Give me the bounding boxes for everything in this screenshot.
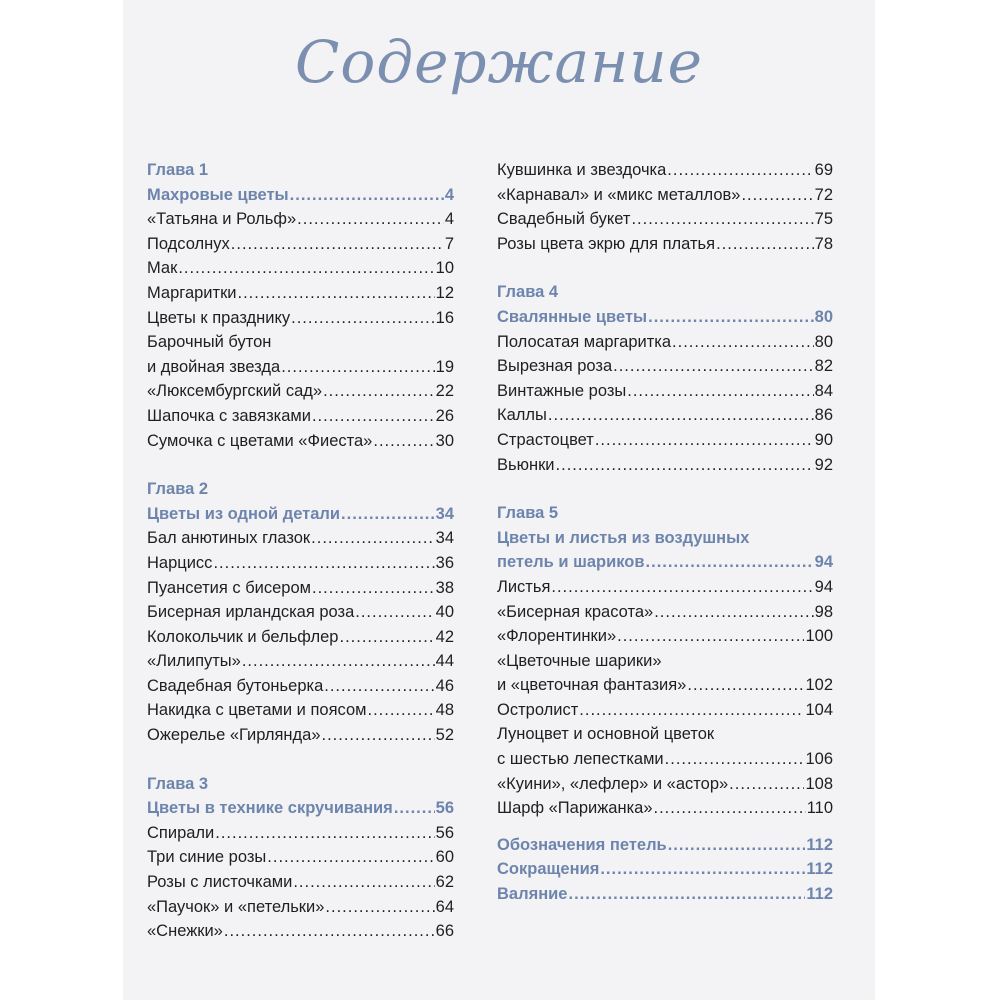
toc-entry[interactable]: [147, 821, 454, 846]
entry-page: 72: [814, 185, 833, 204]
entry-title: Страстоцвет: [497, 430, 594, 449]
dot-leader: [716, 232, 814, 257]
entry-title: Остролист: [497, 700, 579, 719]
spacer: [147, 748, 454, 772]
toc-entry[interactable]: [497, 354, 833, 379]
entry-title: Спирали: [147, 823, 215, 842]
toc-entry[interactable]: [147, 429, 454, 454]
dot-leader: [213, 551, 434, 576]
entry-page: 26: [435, 406, 454, 425]
dot-leader: [339, 625, 434, 650]
toc-entry[interactable]: [147, 845, 454, 870]
dot-leader: [341, 502, 435, 527]
toc-entry[interactable]: [147, 600, 454, 625]
entry-page: 69: [814, 161, 833, 179]
entry-title: Полосатая маргаритка: [497, 332, 672, 351]
entry-page: 10: [435, 259, 454, 278]
dot-leader: [667, 158, 813, 183]
chapter-heading[interactable]: [147, 796, 454, 821]
entry-title: и двойная звезда: [147, 357, 281, 376]
entry-title: Розы с листочками: [147, 873, 293, 892]
entry-title: Листья: [497, 577, 551, 596]
entry-title: Свалянные цветы: [497, 307, 648, 326]
entry-title: Кувшинка и звездочка: [497, 161, 667, 179]
toc-entry[interactable]: [497, 796, 833, 821]
entry-page: 112: [806, 835, 833, 854]
dot-leader: [672, 330, 814, 355]
entry-page: 36: [435, 553, 454, 572]
spacer: [497, 821, 833, 833]
entry-title: Винтажные розы: [497, 381, 627, 400]
dot-leader: [579, 698, 804, 723]
dot-leader: [322, 723, 435, 748]
dot-leader: [215, 821, 434, 846]
dot-leader: [238, 281, 435, 306]
entry-page: 52: [435, 726, 454, 745]
entry-page: 12: [435, 283, 454, 302]
toc-entry[interactable]: [147, 870, 454, 895]
spacer: [497, 256, 833, 280]
entry-title: Сокращения: [497, 860, 600, 879]
entry-page: 108: [805, 774, 833, 793]
dot-leader: [291, 306, 435, 331]
toc-entry[interactable]: [147, 625, 454, 650]
entry-page: 92: [814, 455, 833, 474]
dot-leader: [741, 183, 813, 208]
toc-entry[interactable]: [147, 379, 454, 404]
dot-leader: [281, 355, 434, 380]
dot-leader: [178, 256, 434, 281]
entry-page: 30: [435, 431, 454, 450]
toc-entry-first-line: Барочный бутон: [147, 333, 272, 352]
toc-entry[interactable]: [497, 183, 833, 208]
toc-entry[interactable]: [497, 772, 833, 797]
dot-leader: [613, 354, 814, 379]
entry-title: Сумочка с цветами «Фиеста»: [147, 431, 373, 450]
toc-entry[interactable]: [497, 158, 833, 183]
entry-page: 94: [814, 553, 833, 572]
entry-title: «Лилипуты»: [147, 652, 241, 671]
entry-title: Подсолнух: [147, 234, 230, 253]
entry-title: Вырезная роза: [497, 357, 613, 376]
dot-leader: [617, 624, 804, 649]
dot-leader: [267, 845, 434, 870]
entry-page: 48: [435, 701, 454, 720]
dot-leader: [668, 833, 806, 858]
entry-title: Маргаритки: [147, 283, 237, 302]
dot-leader: [654, 796, 806, 821]
entry-title: «Татьяна и Рольф»: [147, 210, 297, 229]
entry-page: 86: [814, 406, 833, 425]
toc-entry[interactable]: [497, 575, 833, 600]
toc-entry[interactable]: [147, 256, 454, 281]
chapter-label: Глава 2: [147, 480, 209, 499]
entry-title: Свадебная бутоньерка: [147, 676, 324, 695]
entry-title: Обозначения петель: [497, 835, 667, 854]
toc-entry[interactable]: [147, 306, 454, 331]
entry-title: Три синие розы: [147, 848, 267, 867]
dot-leader: [729, 772, 804, 797]
entry-page: 40: [435, 603, 454, 622]
entry-page: 112: [806, 885, 833, 904]
toc-entry[interactable]: [497, 330, 833, 355]
entry-title: Валяние: [497, 885, 568, 904]
entry-title: Ожерелье «Гирлянда»: [147, 726, 321, 745]
entry-page: 102: [805, 676, 833, 695]
toc-entry[interactable]: [147, 698, 454, 723]
entry-page: 7: [444, 234, 454, 253]
entry-page: 100: [805, 627, 833, 646]
appendix-entry[interactable]: [497, 833, 833, 858]
entry-title: «Снежки»: [147, 922, 223, 941]
entry-page: 90: [814, 430, 833, 449]
entry-title: «Паучок» и «петельки»: [147, 897, 325, 916]
entry-page: 42: [435, 627, 454, 646]
entry-title: Шарф «Парижанка»: [497, 799, 653, 818]
entry-title: Вьюнки: [497, 455, 555, 474]
toc-entry[interactable]: [497, 698, 833, 723]
dot-leader: [290, 183, 444, 208]
dot-leader: [654, 600, 813, 625]
entry-page: 46: [435, 676, 454, 695]
dot-leader: [548, 403, 814, 428]
entry-page: 19: [435, 357, 454, 376]
toc-entry[interactable]: [147, 404, 454, 429]
toc-entry[interactable]: [497, 600, 833, 625]
dot-leader: [293, 870, 434, 895]
appendix-entry[interactable]: [497, 857, 833, 882]
toc-entry[interactable]: [497, 747, 833, 772]
toc-entry[interactable]: [147, 526, 454, 551]
entry-title: «Флорентинки»: [497, 627, 617, 646]
page-title: Содержание: [295, 28, 703, 96]
dot-leader: [355, 600, 434, 625]
toc-entry[interactable]: [147, 551, 454, 576]
dot-leader: [556, 453, 814, 478]
toc-entry[interactable]: [147, 919, 454, 944]
entry-page: 38: [435, 578, 454, 597]
dot-leader: [324, 674, 434, 699]
dot-leader: [646, 550, 814, 575]
toc-entry[interactable]: [497, 624, 833, 649]
dot-leader: [595, 428, 814, 453]
dot-leader: [569, 882, 806, 907]
entry-page: 56: [435, 823, 454, 842]
entry-page: 84: [814, 381, 833, 400]
entry-title: Розы цвета экрю для платья: [497, 234, 716, 253]
entry-page: 60: [435, 848, 454, 867]
chapter-label: Глава 3: [147, 774, 209, 793]
toc-entry[interactable]: [147, 281, 454, 306]
toc-left-column: [147, 158, 454, 944]
entry-page: 56: [435, 799, 454, 818]
dot-leader: [394, 796, 435, 821]
toc-entry[interactable]: [147, 576, 454, 601]
toc-entry[interactable]: [147, 232, 454, 257]
dot-leader: [687, 673, 804, 698]
entry-page: 66: [435, 922, 454, 941]
entry-title: петель и шариков: [497, 553, 645, 572]
entry-title: Цветы в технике скручивания: [147, 799, 393, 818]
entry-page: 4: [444, 185, 454, 204]
entry-page: 98: [814, 602, 833, 621]
toc-entry[interactable]: [497, 379, 833, 404]
chapter-heading[interactable]: [147, 183, 454, 208]
book-page: [123, 0, 875, 1000]
dot-leader: [312, 576, 435, 601]
entry-page: 78: [814, 234, 833, 253]
chapter-label: Глава 4: [497, 283, 559, 302]
entry-title: «Карнавал» и «микс металлов»: [497, 185, 741, 204]
dot-leader: [665, 747, 805, 772]
dot-leader: [373, 429, 434, 454]
entry-title: Шапочка с завязками: [147, 406, 311, 425]
entry-title: с шестью лепестками: [497, 750, 664, 769]
toc-entry[interactable]: [497, 428, 833, 453]
toc-entry[interactable]: [147, 355, 454, 380]
chapter-label: Глава 5: [497, 504, 559, 523]
entry-title: Мак: [147, 259, 178, 278]
dot-leader: [311, 526, 434, 551]
entry-title: Накидка с цветами и поясом: [147, 701, 367, 720]
entry-page: 75: [814, 210, 833, 229]
chapter-label: Глава 1: [147, 161, 209, 179]
dot-leader: [631, 207, 813, 232]
entry-title: Махровые цветы: [147, 185, 289, 204]
entry-page: 34: [435, 504, 454, 523]
entry-page: 104: [805, 700, 833, 719]
entry-title: и «цветочная фантазия»: [497, 676, 687, 695]
entry-page: 22: [435, 382, 454, 401]
spacer: [497, 477, 833, 501]
dot-leader: [325, 895, 434, 920]
chapter-heading-first-line: Цветы и листья из воздушных: [497, 528, 750, 547]
chapter-heading[interactable]: [147, 502, 454, 527]
entry-page: 110: [806, 799, 833, 818]
entry-title: «Бисерная красота»: [497, 602, 654, 621]
entry-title: Бал анютиных глазок: [147, 529, 311, 548]
entry-title: Колокольчик и бельфлер: [147, 627, 339, 646]
dot-leader: [312, 404, 435, 429]
entry-page: 106: [805, 750, 833, 769]
dot-leader: [242, 649, 435, 674]
entry-page: 112: [806, 860, 833, 879]
dot-leader: [551, 575, 813, 600]
entry-page: 4: [444, 210, 454, 229]
entry-title: «Люксембургский сад»: [147, 382, 323, 401]
toc-entry[interactable]: [147, 895, 454, 920]
entry-page: 44: [435, 652, 454, 671]
spacer: [147, 453, 454, 477]
entry-title: Нарцисс: [147, 553, 213, 572]
toc-entry-first-line: «Цветочные шарики»: [497, 651, 662, 670]
entry-title: Свадебный букет: [497, 210, 631, 229]
dot-leader: [224, 919, 435, 944]
entry-page: 62: [435, 873, 454, 892]
toc-right-column: [497, 158, 833, 907]
toc-entry[interactable]: [147, 674, 454, 699]
chapter-heading[interactable]: [497, 305, 833, 330]
dot-leader: [648, 305, 814, 330]
toc-entry[interactable]: [497, 453, 833, 478]
entry-title: Бисерная ирландская роза: [147, 603, 355, 622]
chapter-heading[interactable]: [497, 550, 833, 575]
dot-leader: [323, 379, 435, 404]
entry-page: 64: [435, 897, 454, 916]
toc-entry[interactable]: [147, 723, 454, 748]
entry-page: 34: [435, 529, 454, 548]
entry-title: «Куини», «лефлер» и «астор»: [497, 774, 729, 793]
toc-entry[interactable]: [147, 649, 454, 674]
toc-entry[interactable]: [497, 403, 833, 428]
entry-page: 82: [814, 357, 833, 376]
dot-leader: [600, 857, 805, 882]
entry-title: Каллы: [497, 406, 547, 425]
dot-leader: [368, 698, 435, 723]
entry-page: 80: [814, 332, 833, 351]
entry-page: 94: [814, 577, 833, 596]
entry-title: Цветы из одной детали: [147, 504, 341, 523]
dot-leader: [231, 232, 444, 257]
toc-entry[interactable]: [497, 232, 833, 257]
dot-leader: [627, 379, 813, 404]
entry-title: Пуансетия с бисером: [147, 578, 312, 597]
toc-entry-first-line: Луноцвет и основной цветок: [497, 725, 715, 744]
toc-entry[interactable]: [497, 673, 833, 698]
entry-page: 16: [435, 308, 454, 327]
appendix-entry[interactable]: [497, 882, 833, 907]
entry-title: Цветы к празднику: [147, 308, 291, 327]
toc-entry[interactable]: [147, 207, 454, 232]
dot-leader: [297, 207, 444, 232]
entry-page: 80: [814, 307, 833, 326]
toc-entry[interactable]: [497, 207, 833, 232]
